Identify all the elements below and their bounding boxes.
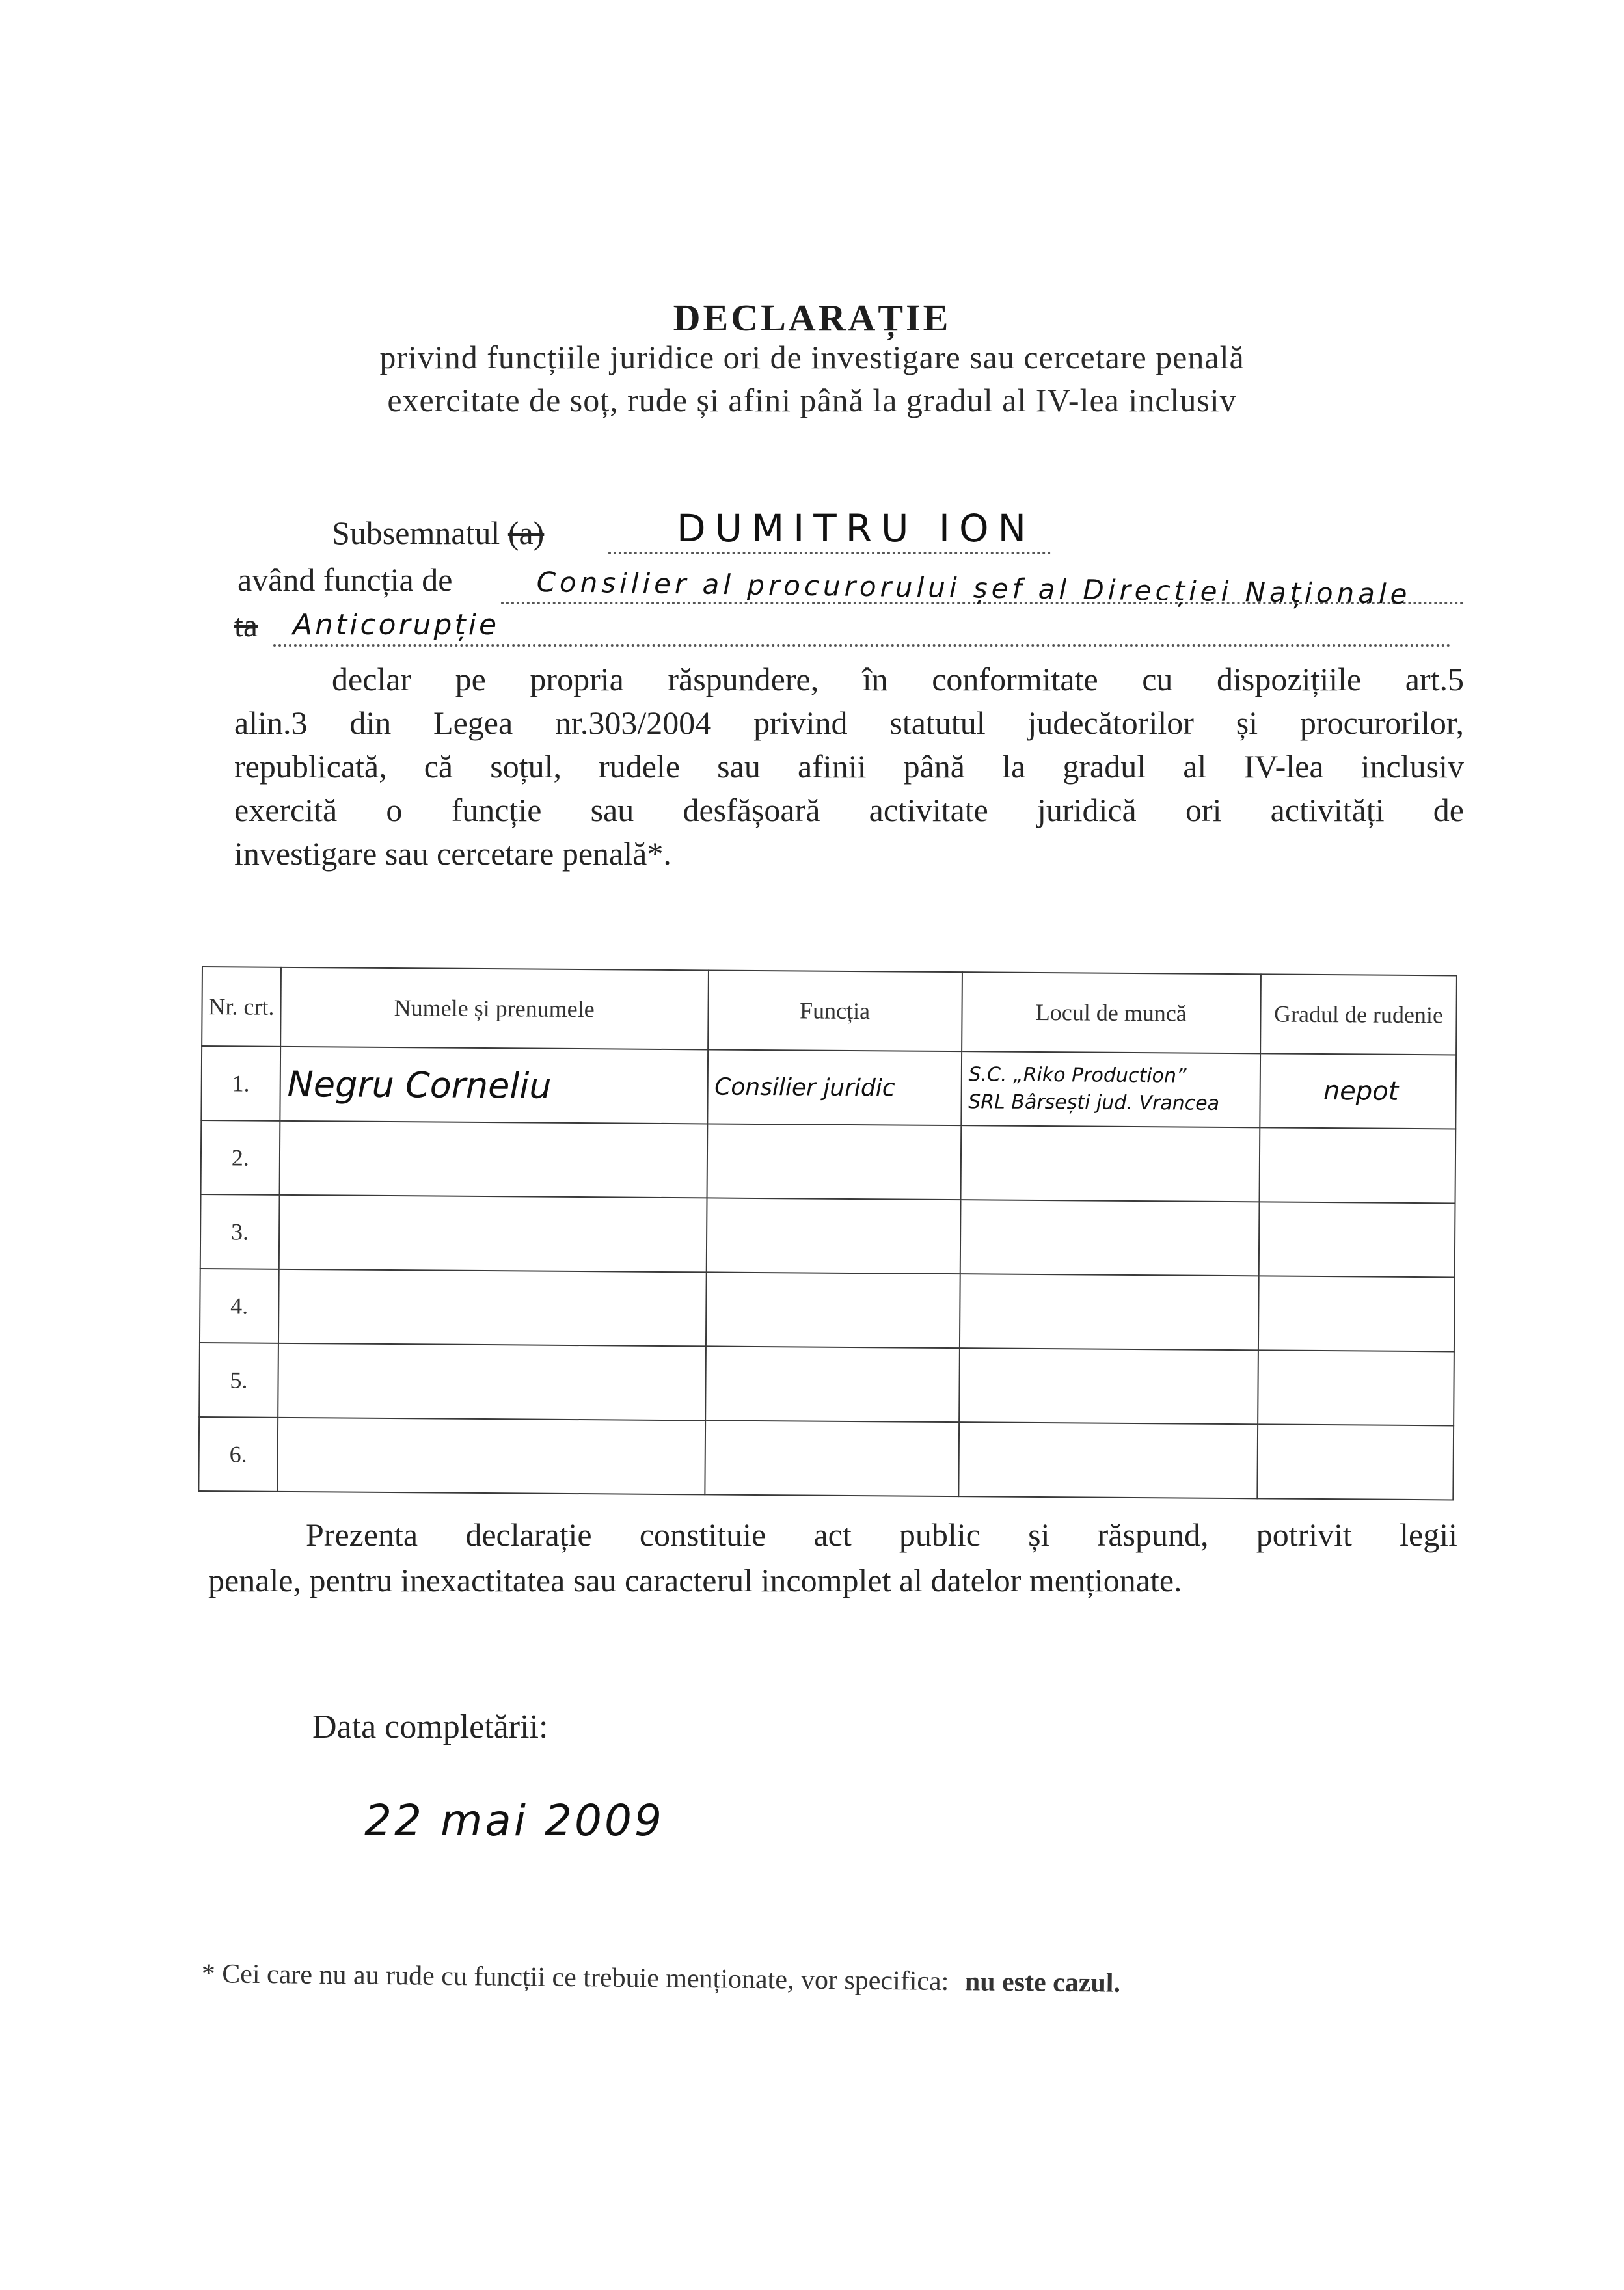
row-degree: nepot <box>1260 1053 1456 1129</box>
row-degree <box>1257 1424 1454 1500</box>
row-nr: 3. <box>200 1194 280 1269</box>
row-nr: 2. <box>201 1120 280 1195</box>
declarant-name-dots <box>608 552 1051 554</box>
row-workplace <box>959 1348 1258 1424</box>
row-nr: 6. <box>198 1417 278 1492</box>
row-workplace <box>960 1200 1259 1276</box>
row-workplace-line1: S.C. „Riko Production” <box>968 1063 1187 1088</box>
row-workplace <box>961 1051 1260 1127</box>
statement-line-3: republicată, că soțul, rudele sau afinii până la gradul al IV-lea inclusiv <box>234 748 1464 785</box>
row-function <box>706 1198 960 1274</box>
row-degree <box>1258 1276 1455 1351</box>
declarant-name-value: DUMITRU ION <box>677 506 1036 550</box>
row-function <box>707 1124 961 1200</box>
row-name <box>277 1418 705 1495</box>
statement-line-2: alin.3 din Legea nr.303/2004 privind statutul judecătorilor și procurorilor, <box>234 705 1464 741</box>
row-name <box>279 1195 707 1273</box>
row-workplace-line2: SRL Bârsești jud. Vrancea <box>968 1090 1220 1115</box>
declarant-function-label: având funcția de <box>237 561 453 598</box>
header-name: Numele și prenumele <box>280 967 709 1050</box>
declarant-function-value-2: Anticorupție <box>293 608 500 641</box>
row-nr: 1. <box>201 1046 280 1121</box>
row-name <box>279 1121 707 1198</box>
header-degree: Gradul de rudenie <box>1260 974 1457 1055</box>
row-name <box>278 1343 705 1421</box>
row-function: Consilier juridic <box>707 1049 962 1125</box>
table-row <box>199 1343 1454 1425</box>
row-workplace <box>958 1422 1258 1498</box>
table-row <box>200 1194 1455 1277</box>
row-degree <box>1258 1350 1454 1425</box>
declarant-function-value: Consilier al procurorului șef al Direcției Naționale <box>536 566 1411 610</box>
footnote <box>201 1958 1120 1999</box>
row-name: Negru Corneliu <box>280 1047 707 1124</box>
table-row <box>201 1120 1456 1203</box>
header-function: Funcția <box>708 970 962 1051</box>
document-subtitle-line2: exercitate de soț, rude și afini până la gradul al IV-lea inclusiv <box>387 382 1237 418</box>
footnote-emphasis: nu este cazul. <box>964 1967 1121 1999</box>
table-row <box>201 1046 1456 1129</box>
row-name <box>278 1269 706 1347</box>
row-function <box>705 1272 960 1348</box>
row-nr: 5. <box>199 1343 278 1418</box>
row-workplace <box>960 1274 1259 1350</box>
row-nr: 4. <box>200 1269 279 1343</box>
table-header-row <box>202 967 1457 1055</box>
row-degree <box>1259 1127 1455 1203</box>
statement-line-4: exercită o funcție sau desfășoară activitate juridică ori activități de <box>234 792 1464 828</box>
table-row <box>198 1417 1454 1500</box>
declarant-function-dots-2 <box>273 644 1451 647</box>
statement-line-1: declar pe propria răspundere, în conformitate cu dispozițiile art.5 <box>332 661 1464 697</box>
header-nr: Nr. crt. <box>202 967 281 1047</box>
header-workplace: Locul de muncă <box>962 972 1261 1053</box>
statement-line-5: investigare sau cercetare penală*. <box>234 835 671 872</box>
row-function <box>705 1420 959 1496</box>
closing-line-2: penale, pentru inexactitatea sau caracterul incomplet al datelor menționate. <box>208 1562 1182 1598</box>
document-subtitle-line1: privind funcțiile juridice ori de investigare sau cercetare penală <box>379 339 1245 375</box>
declarant-function-prefix: ta <box>234 607 258 643</box>
declarant-name-label: Subsemnatul (a) <box>332 515 545 551</box>
date-value: 22 mai 2009 <box>364 1796 664 1846</box>
row-degree <box>1259 1202 1455 1277</box>
table-row <box>200 1269 1455 1351</box>
row-workplace <box>960 1125 1260 1202</box>
date-label: Data completării: <box>312 1708 548 1745</box>
relatives-table <box>198 966 1457 1500</box>
closing-line-1: Prezenta declarație constituie act public și răspund, potrivit legii <box>306 1516 1457 1553</box>
row-function <box>705 1346 960 1422</box>
footnote-text: * Cei care nu au rude cu funcții ce trebuie menționate, vor specifica: <box>201 1959 949 1997</box>
document-title: DECLARAȚIE <box>673 297 951 339</box>
